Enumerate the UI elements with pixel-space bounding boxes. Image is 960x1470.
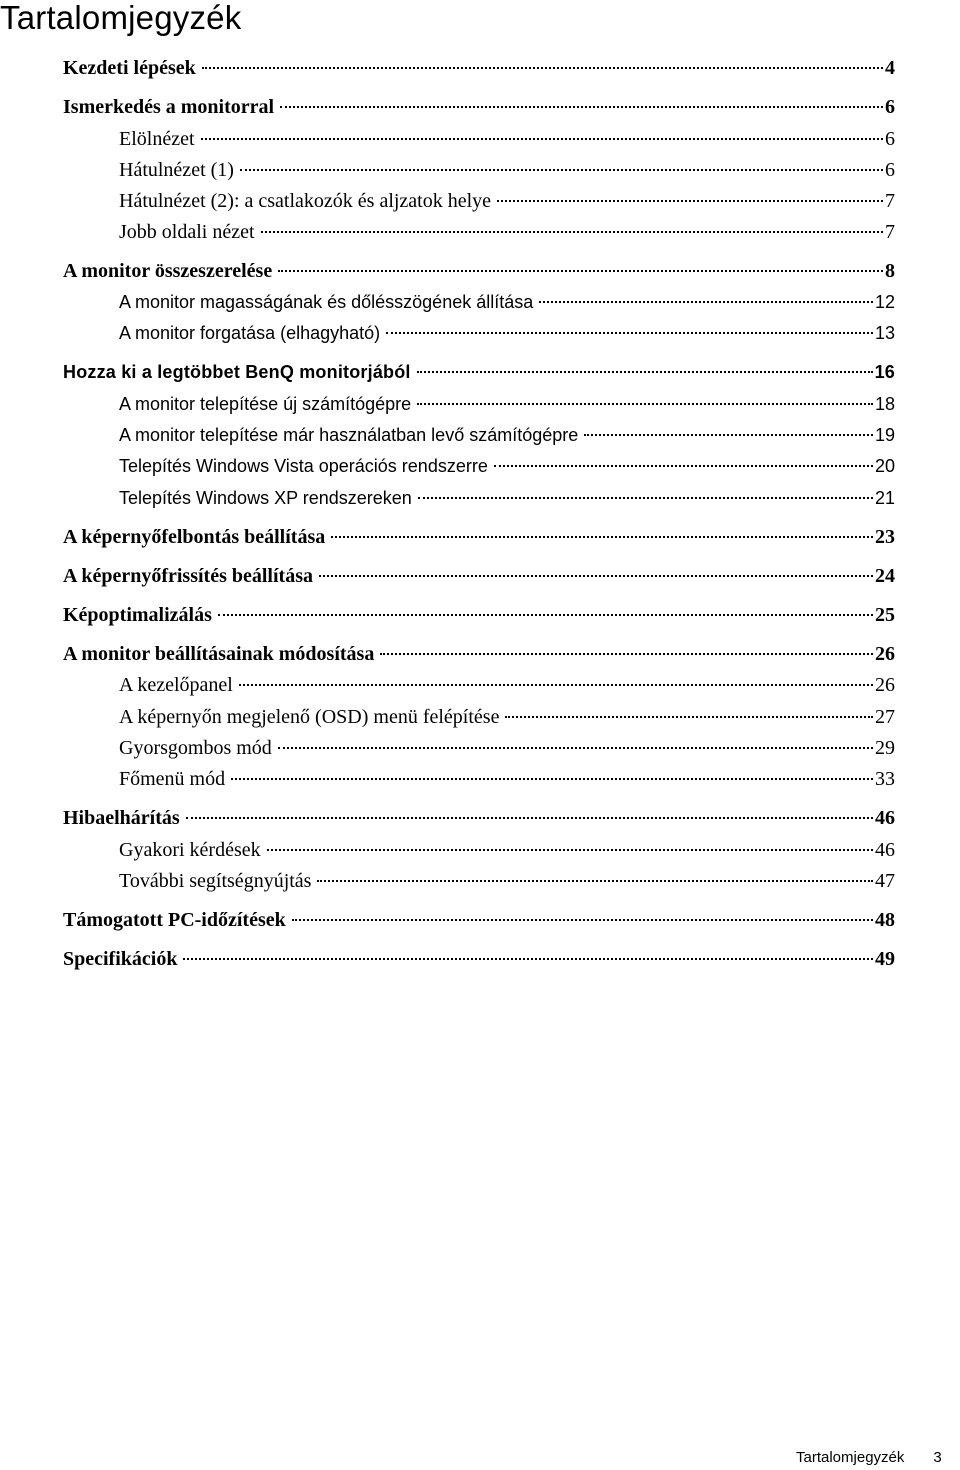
toc-dot-leader (494, 465, 873, 467)
toc-dot-leader (331, 536, 873, 538)
toc-dot-leader (239, 684, 873, 686)
toc-entry-title: Elölnézet (119, 128, 195, 150)
toc-dot-leader (418, 497, 873, 499)
toc-dot-leader (183, 958, 873, 960)
toc-entry-chapter[interactable] (63, 259, 895, 283)
toc-entry-page: 33 (875, 768, 895, 790)
toc-entry-section[interactable] (63, 486, 895, 510)
toc-entry-chapter[interactable] (63, 806, 895, 830)
toc-entry-page: 26 (875, 674, 895, 696)
toc-dot-leader (380, 653, 873, 655)
toc-entry-title: A képernyőn megjelenő (OSD) menü felépítése (119, 706, 500, 728)
table-of-contents (63, 0, 895, 1000)
toc-entry-section[interactable] (63, 423, 895, 447)
toc-dot-leader (417, 371, 873, 373)
toc-entry-title: Telepítés Windows XP rendszereken (119, 488, 412, 508)
toc-dot-leader (319, 575, 873, 577)
toc-entry-title: Gyorsgombos mód (119, 737, 272, 759)
toc-entry-page: 16 (874, 362, 895, 382)
toc-dot-leader (201, 138, 883, 140)
toc-dot-leader (584, 434, 873, 436)
toc-entry-section[interactable] (63, 158, 895, 182)
toc-entry-title: Ismerkedés a monitorral (63, 96, 275, 118)
toc-entry-title: Hibaelhárítás (63, 807, 180, 829)
toc-entry-title: Jobb oldali nézet (119, 221, 255, 243)
toc-entry-page: 49 (875, 948, 895, 970)
toc-entry-chapter[interactable] (63, 95, 895, 119)
toc-entry-page: 19 (874, 425, 895, 445)
toc-dot-leader (280, 106, 883, 108)
toc-entry-section[interactable] (63, 454, 895, 478)
toc-entry-title: Kezdeti lépések (63, 57, 196, 79)
toc-entry-page: 18 (874, 394, 895, 414)
toc-entry-chapter[interactable] (63, 56, 895, 80)
toc-entry-page: 21 (874, 488, 895, 508)
toc-entry-title: Főmenü mód (119, 768, 226, 790)
toc-entry-section[interactable] (63, 673, 895, 697)
toc-entry-title: A monitor magasságának és dőlésszögének állítása (119, 292, 534, 312)
toc-dot-leader (202, 67, 883, 69)
toc-entry-page: 4 (885, 57, 895, 79)
toc-entry-title: Támogatott PC-időzítések (63, 909, 286, 931)
toc-entry-page: 29 (875, 737, 895, 759)
toc-dot-leader (240, 169, 883, 171)
toc-entry-title: A képernyőfrissítés beállítása (63, 565, 313, 587)
toc-entry-title: A monitor forgatása (elhagyható) (119, 323, 381, 343)
toc-entry-title: Hátulnézet (2): a csatlakozók és aljzatok helye (119, 190, 492, 212)
toc-entry-chapter[interactable] (63, 603, 895, 627)
toc-entry-page: 8 (885, 260, 895, 282)
toc-dot-leader (505, 716, 873, 718)
toc-entry-page: 12 (874, 292, 895, 312)
toc-entry-section[interactable] (63, 869, 895, 893)
toc-entry-section[interactable] (63, 767, 895, 791)
toc-entry-chapter[interactable] (63, 947, 895, 971)
toc-entry-page: 46 (875, 839, 895, 861)
toc-dot-leader (218, 614, 873, 616)
toc-entry-section[interactable] (63, 220, 895, 244)
toc-entry-section[interactable] (63, 736, 895, 760)
toc-entry-section[interactable] (63, 392, 895, 416)
page-footer (796, 1448, 942, 1468)
toc-entry-page: 13 (874, 323, 895, 343)
toc-entry-page: 7 (885, 221, 895, 243)
toc-entry-section[interactable] (63, 127, 895, 151)
toc-dot-leader (261, 231, 883, 233)
toc-entry-page: 7 (885, 190, 895, 212)
toc-entry-title: Képoptimalizálás (63, 604, 212, 626)
toc-entry-title: Telepítés Windows Vista operációs rendszerre (119, 456, 488, 476)
toc-entry-page: 25 (875, 604, 895, 626)
toc-entry-page: 20 (874, 456, 895, 476)
toc-entry-section[interactable] (63, 321, 895, 345)
toc-dot-leader (417, 403, 873, 405)
toc-entry-page: 6 (885, 96, 895, 118)
toc-entry-page: 48 (875, 909, 895, 931)
toc-dot-leader (278, 270, 883, 272)
toc-entry-title: A képernyőfelbontás beállítása (63, 526, 326, 548)
toc-dot-leader (539, 301, 873, 303)
toc-dot-leader (292, 919, 873, 921)
toc-entry-page: 46 (875, 807, 895, 829)
toc-entry-section[interactable] (63, 838, 895, 862)
toc-entry-title: Hátulnézet (1) (119, 159, 234, 181)
toc-entry-chapter[interactable] (63, 525, 895, 549)
toc-entry-section[interactable] (63, 290, 895, 314)
toc-entry-title: A monitor telepítése új számítógépre (119, 394, 412, 414)
toc-entry-chapter[interactable] (63, 642, 895, 666)
toc-entry-title: Specifikációk (63, 948, 178, 970)
toc-entry-title: A monitor telepítése már használatban levő számítógépre (119, 425, 579, 445)
toc-dot-leader (317, 880, 873, 882)
toc-entry-page: 26 (875, 643, 895, 665)
toc-entry-page: 6 (885, 128, 895, 150)
toc-entry-title: Hozza ki a legtöbbet BenQ monitorjából (63, 362, 411, 382)
toc-dot-leader (231, 778, 873, 780)
toc-entry-title: A monitor beállításainak módosítása (63, 643, 375, 665)
toc-dot-leader (267, 849, 873, 851)
toc-entry-chapter[interactable] (63, 564, 895, 588)
toc-entry-section[interactable] (63, 705, 895, 729)
toc-entry-page: 47 (875, 870, 895, 892)
footer-page-number: 3 (933, 1449, 942, 1466)
toc-dot-leader (386, 332, 873, 334)
toc-entry-page: 27 (875, 706, 895, 728)
toc-entry-chapter[interactable] (63, 360, 895, 384)
toc-entry-section[interactable] (63, 189, 895, 213)
page-title: Tartalomjegyzék (0, 0, 242, 36)
toc-entry-title: Gyakori kérdések (119, 839, 261, 861)
toc-entry-title: A monitor összeszerelése (63, 260, 273, 282)
toc-entry-chapter[interactable] (63, 908, 895, 932)
toc-entry-title: A kezelőpanel (119, 674, 233, 696)
toc-entry-title: További segítségnyújtás (119, 870, 312, 892)
toc-entry-page: 23 (875, 526, 895, 548)
toc-dot-leader (186, 817, 873, 819)
toc-dot-leader (278, 747, 873, 749)
toc-entry-page: 6 (885, 159, 895, 181)
toc-dot-leader (497, 200, 883, 202)
toc-entry-page: 24 (875, 565, 895, 587)
footer-label: Tartalomjegyzék (796, 1449, 905, 1466)
